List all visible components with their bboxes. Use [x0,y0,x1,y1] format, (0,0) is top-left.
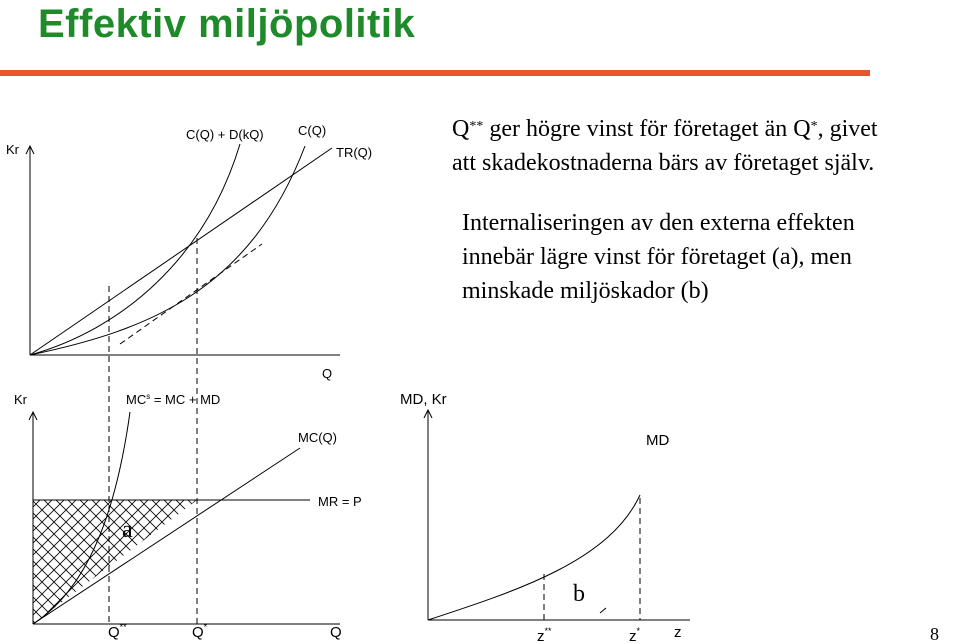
bl-x-label: Q [330,624,342,641]
c-curve [30,146,305,355]
mc-label: MC(Q) [298,430,337,445]
line-tr-label: TR(Q) [336,145,373,160]
para1-line2: att skadekostnaderna bärs av företaget själv. [452,150,875,176]
br-y-label: MD, Kr [400,391,447,408]
md-label: MD [646,432,670,449]
x-tick-q-star-star: Q** [108,622,127,641]
para2-line1: Internaliseringen av den externa effekten [462,210,855,236]
top-y-label: Kr [6,142,19,157]
q-star-star-symbol: Q [452,116,470,142]
para2-line2: innebär lägre vinst för företaget (a), men [462,244,852,270]
slide-title: Effektiv miljöpolitik [38,2,416,46]
page-number: 8 [930,624,939,644]
q-star-superscript: * [810,119,818,134]
x-tick-q-star: Q* [192,622,208,641]
para1-text-tail: , givet [817,116,878,142]
q-star-star-superscript: ** [469,119,484,134]
top-x-label: Q [322,366,333,381]
mcs-label: $MC^s$ = MC + MD [126,392,221,407]
para2-line3: minskade miljöskador (b) [462,278,709,304]
bottom-right-graph [400,391,690,644]
para1-text-mid: ger högre vinst för företaget än Q [483,116,811,142]
tr-line [30,148,332,355]
curve-cdkq-label: C(Q) + D(kQ) [186,127,264,142]
md-curve [428,495,640,620]
tangent-dashed-line [120,244,262,344]
x-tick-z-star-star: z** [537,626,552,644]
x-tick-z-star: z* [629,626,641,644]
area-a-hatched [33,500,197,624]
area-a-label: a [122,517,133,543]
area-b-pointer-mark [600,608,606,613]
curve-c-label: C(Q) [298,123,327,138]
cdkq-curve [30,144,240,355]
bottom-left-graph [14,392,362,641]
mr-p-label: MR = P [318,494,362,509]
bl-y-label: Kr [14,392,27,407]
br-x-label: z [674,624,682,641]
area-b-label: b [573,581,585,607]
